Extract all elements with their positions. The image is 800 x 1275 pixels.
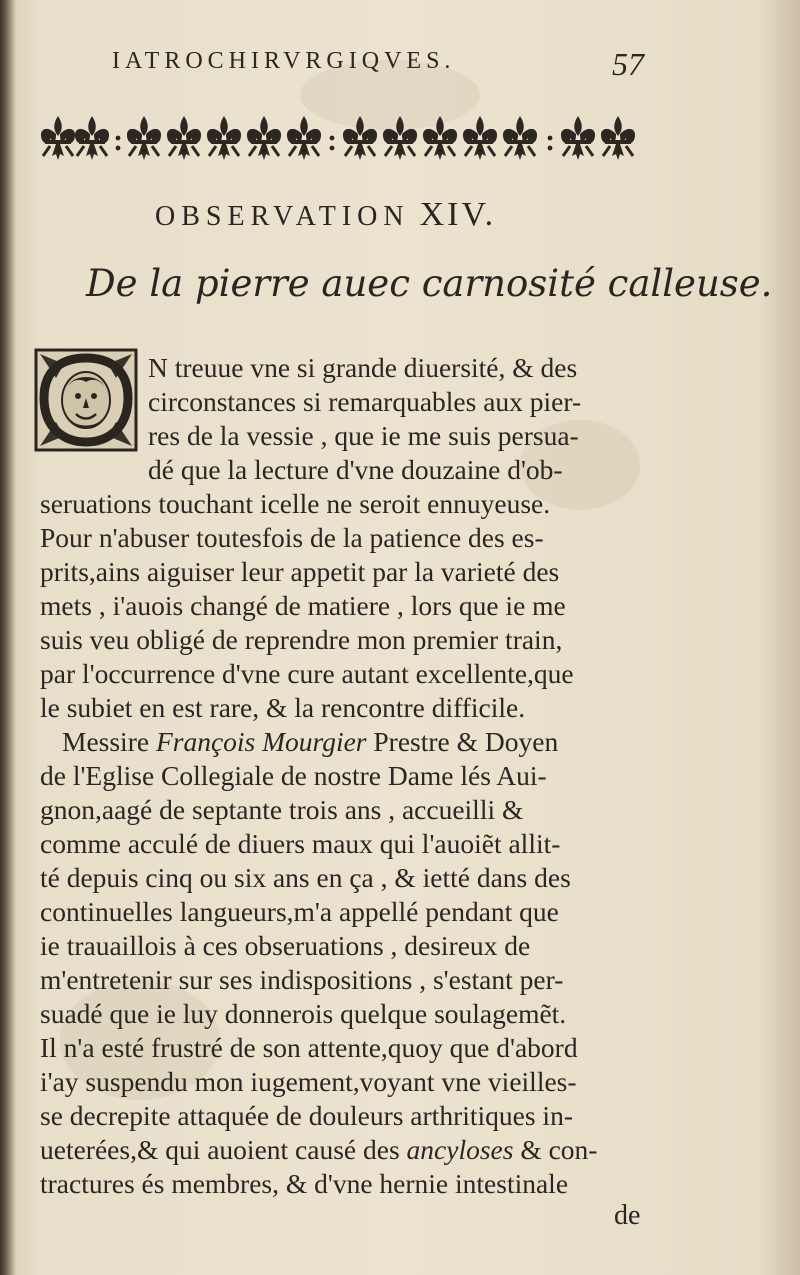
fleuron-ornament-band: [36, 108, 656, 174]
text-line: N treuue vne si grande diuersité, & des: [148, 352, 578, 383]
text-line: i'ay suspendu mon iugement,voyant vne vieilles-: [40, 1066, 577, 1097]
text-line: circonstances si remarquables aux pier-: [148, 386, 582, 417]
text-line: seruations touchant icelle ne seroit ennuyeuse.: [40, 488, 551, 519]
italic-term: ancyloses: [406, 1134, 514, 1165]
text-line: continuelles langueurs,m'a appellé pendant que: [40, 896, 559, 927]
text-line: ueterées,& qui auoient causé des ancyloses & con-: [40, 1134, 598, 1165]
person-name: François Mourgier: [155, 726, 367, 757]
text-line: le subiet en est rare, & la rencontre difficile.: [40, 692, 526, 723]
text-line: té depuis cinq ou six ans en ça , & ietté dans des: [40, 862, 571, 893]
text-line: Messire François Mourgier Prestre & Doyen: [62, 726, 559, 757]
text-line: prits,ains aiguiser leur appetit par la varieté des: [40, 556, 560, 587]
text-line: Il n'a esté frustré de son attente,quoy que d'abord: [40, 1032, 578, 1063]
text-line: tractures és membres, & d'vne hernie intestinale: [40, 1168, 569, 1199]
text-line: comme acculé de diuers maux qui l'auoiẽt allit-: [40, 828, 561, 859]
text-line: Pour n'abuser toutesfois de la patience des es-: [40, 522, 544, 553]
running-head: IATROCHIRVRGIQVES.: [112, 48, 456, 74]
observation-title: [155, 196, 496, 234]
spine-shadow: [0, 0, 16, 1275]
text-line: se decrepite attaquée de douleurs arthritiques in-: [40, 1100, 573, 1131]
page-number: 57: [612, 46, 644, 82]
observation-subtitle: De la pierre auec carnosité calleuse.: [86, 262, 773, 305]
observation-label: OBSERVATION: [155, 201, 410, 232]
text-line: mets , i'auois changé de matiere , lors que ie me: [40, 590, 566, 621]
decorated-initial-o: [34, 348, 138, 452]
text-line: par l'occurrence d'vne cure autant excellente,que: [40, 658, 574, 689]
text-line: ie trauaillois à ces obseruations , desireux de: [40, 930, 531, 961]
text-line: suadé que ie luy donnerois quelque soulagemẽt.: [40, 998, 567, 1029]
text-line: suis veu obligé de reprendre mon premier train,: [40, 624, 563, 655]
fleuron-row: [41, 116, 635, 160]
text-line: m'entretenir sur ses indispositions , s'estant per-: [40, 964, 564, 995]
observation-number: XIV.: [419, 196, 497, 233]
text-line: gnon,aagé de septante trois ans , accueilli &: [40, 794, 524, 825]
catchword: de: [614, 1200, 641, 1231]
text-line: dé que la lecture d'vne douzaine d'ob-: [148, 454, 563, 485]
text-line: res de la vessie , que ie me suis persua-: [148, 420, 579, 451]
text-line: de l'Eglise Collegiale de nostre Dame lés Aui-: [40, 760, 547, 791]
